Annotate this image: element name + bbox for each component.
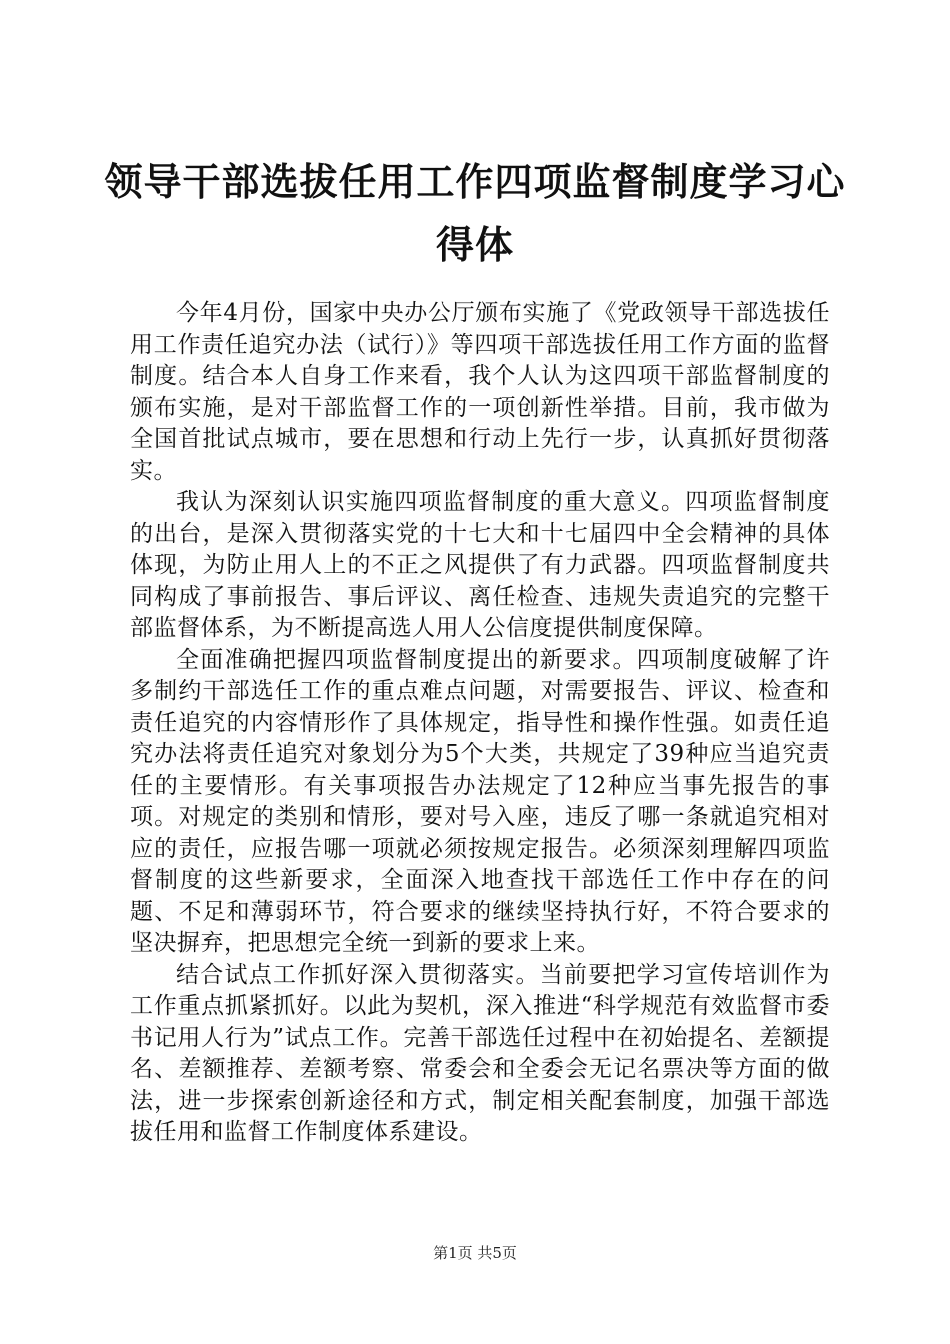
document-title: 领导干部选拔任用工作四项监督制度学习心得体 [104,159,846,267]
paragraph: 结合试点工作抓好深入贯彻落实。当前要把学习宣传培训作为工作重点抓紧抓好。以此为契机，深入推进“科学规范有效监督市委书记用人行为”试点工作。完善干部选任过程中在初始提名、差额提名、差额推荐、差额考察、常委会和全委会无记名票决等方面的做法，进一步探索创新途径和方式，制定相关配套制度，加强干部选拔任用和监督工作制度体系建设。 [130,961,830,1145]
page-number-footer: 第1页 共5页 [433,1244,517,1262]
paragraph: 全面准确把握四项监督制度提出的新要求。四项制度破解了许多制约干部选任工作的重点难点问题，对需要报告、评议、检查和责任追究的内容情形作了具体规定，指导性和操作性强。如责任追究办法将责任追究对象划分为5个大类，共规定了39种应当追究责任的主要情形。有关事项报告办法规定了12种应当事先报告的事项。对规定的类别和情形，要对号入座，违反了哪一条就追究相对应的责任，应报告哪一项就必须按规定报告。必须深刻理解四项监督制度的这些新要求，全面深入地查找干部选任工作中存在的问题、不足和薄弱环节，符合要求的继续坚持执行好，不符合要求的坚决摒弃，把思想完全统一到新的要求上来。 [130,646,830,956]
paragraph: 今年4月份，国家中央办公厅颁布实施了《党政领导干部选拔任用工作责任追究办法（试行）》等四项干部选拔任用工作方面的监督制度。结合本人自身工作来看，我个人认为这四项干部监督制度的颁布实施，是对干部监督工作的一项创新性举措。目前，我市做为全国首批试点城市，要在思想和行动上先行一步，认真抓好贯彻落实。 [130,300,830,484]
paragraph: 我认为深刻认识实施四项监督制度的重大意义。四项监督制度的出台，是深入贯彻落实党的十七大和十七届四中全会精神的具体体现，为防止用人上的不正之风提供了有力武器。四项监督制度共同构成了事前报告、事后评议、离任检查、违规失责追究的完整干部监督体系，为不断提高选人用人公信度提供制度保障。 [130,489,830,641]
document-body [130,298,830,1149]
